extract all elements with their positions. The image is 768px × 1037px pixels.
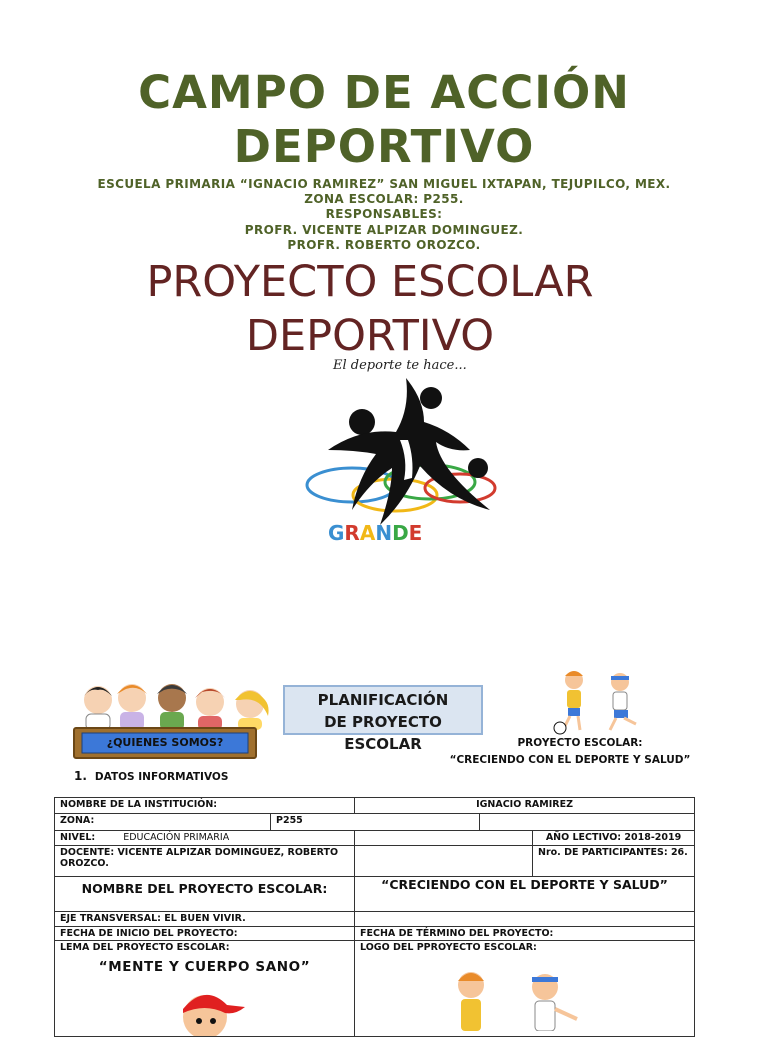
zone-value: P255 (271, 814, 480, 830)
logo-letter: R (344, 521, 360, 545)
project-title-line1: PROYECTO ESCOLAR (146, 257, 594, 307)
section-title: DATOS INFORMATIVOS (94, 771, 229, 783)
teacher-empty-cell (355, 846, 533, 877)
athletes-illustration-icon (550, 668, 660, 738)
zone-label: ZONA: (55, 814, 271, 830)
project-name-label: NOMBRE DEL PROYECTO ESCOLAR: (55, 877, 355, 912)
main-title-line2: DEPORTIVO (233, 120, 535, 173)
table-row (55, 912, 695, 926)
planning-title-line1: PLANIFICACIÓN (317, 691, 449, 709)
informative-data-table (54, 797, 695, 1037)
table-row (55, 941, 695, 1037)
project-title (0, 255, 740, 363)
teacher-cell: DOCENTE: VICENTE ALPIZAR DOMINGUEZ, ROBERTO OROZCO. (55, 846, 355, 877)
logo-letter: A (359, 521, 376, 545)
axis-cell: EJE TRANSVERSAL: EL BUEN VIVIR. (55, 912, 355, 926)
svg-text:GRANDE (328, 521, 422, 545)
school-name-line: ESCUELA PRIMARIA “IGNACIO RAMIREZ” SAN MIGUEL IXTAPAN, TEJUPILCO, MEX. (97, 177, 671, 191)
logo-label: LOGO DEL PPROYECTO ESCOLAR: (360, 942, 537, 954)
section-number: 1. (74, 769, 87, 783)
project-caption-name: “CRECIENDO CON EL DEPORTE Y SALUD” (449, 754, 691, 766)
table-row (55, 877, 695, 912)
logo-letter: E (408, 521, 423, 545)
logo-tagline: El deporte te hace... (333, 358, 467, 373)
table-row (55, 798, 695, 814)
logo-letter: G (328, 521, 345, 545)
level-cell (55, 830, 355, 845)
table-row (55, 814, 695, 830)
responsable-1: PROFR. VICENTE ALPIZAR DOMINGUEZ. (244, 222, 524, 237)
main-title (0, 66, 768, 174)
responsable-2: PROFR. ROBERTO OROZCO. (287, 237, 481, 252)
logo-letter: N (375, 521, 393, 545)
motto-cell (55, 941, 355, 1037)
level-label: NIVEL: (60, 831, 96, 843)
school-year: AÑO LECTIVO: 2018-2019 (533, 830, 695, 845)
logo-word (328, 521, 422, 545)
level-empty-cell (355, 830, 533, 845)
table-row (55, 846, 695, 877)
logo-letter: D (392, 521, 409, 545)
school-zone-line: ZONA ESCOLAR: P255. (304, 192, 464, 207)
kid-cap-icon (175, 979, 265, 1036)
level-value: EDUCACIÓN PRIMARIA (123, 831, 230, 843)
start-date-label: FECHA DE INICIO DEL PROYECTO: (55, 926, 355, 940)
participants-cell: Nro. DE PARTICIPANTES: 26. (533, 846, 695, 877)
end-date-label: FECHA DE TÉRMINO DEL PROYECTO: (355, 926, 695, 940)
main-title-line1: CAMPO DE ACCIÓN (138, 66, 630, 119)
sport-logo-icon (300, 370, 500, 550)
project-title-line2: DEPORTIVO (245, 311, 495, 361)
institution-value: IGNACIO RAMIREZ (355, 798, 695, 814)
motto-label: LEMA DEL PROYECTO ESCOLAR: (60, 942, 230, 954)
school-info (0, 177, 768, 253)
quienes-somos-sign: ¿QUIENES SOMOS? (106, 736, 224, 749)
athletes-logo-icon (447, 965, 607, 1031)
planning-title-line2: DE PROYECTO ESCOLAR (324, 713, 442, 753)
planning-title-box (283, 685, 483, 753)
zone-empty-cell (480, 814, 695, 830)
responsables-label: RESPONSABLES: (325, 207, 443, 222)
table-row (55, 830, 695, 845)
table-row (55, 926, 695, 940)
logo-cell (355, 941, 695, 1037)
axis-empty-cell (355, 912, 695, 926)
motto-value: “MENTE Y CUERPO SANO” (98, 959, 311, 976)
institution-label: NOMBRE DE LA INSTITUCIÓN: (55, 798, 355, 814)
project-caption-label: PROYECTO ESCOLAR: (517, 737, 643, 749)
section-heading (74, 769, 228, 783)
project-name-value: “CRECIENDO CON EL DEPORTE Y SALUD” (355, 877, 695, 912)
